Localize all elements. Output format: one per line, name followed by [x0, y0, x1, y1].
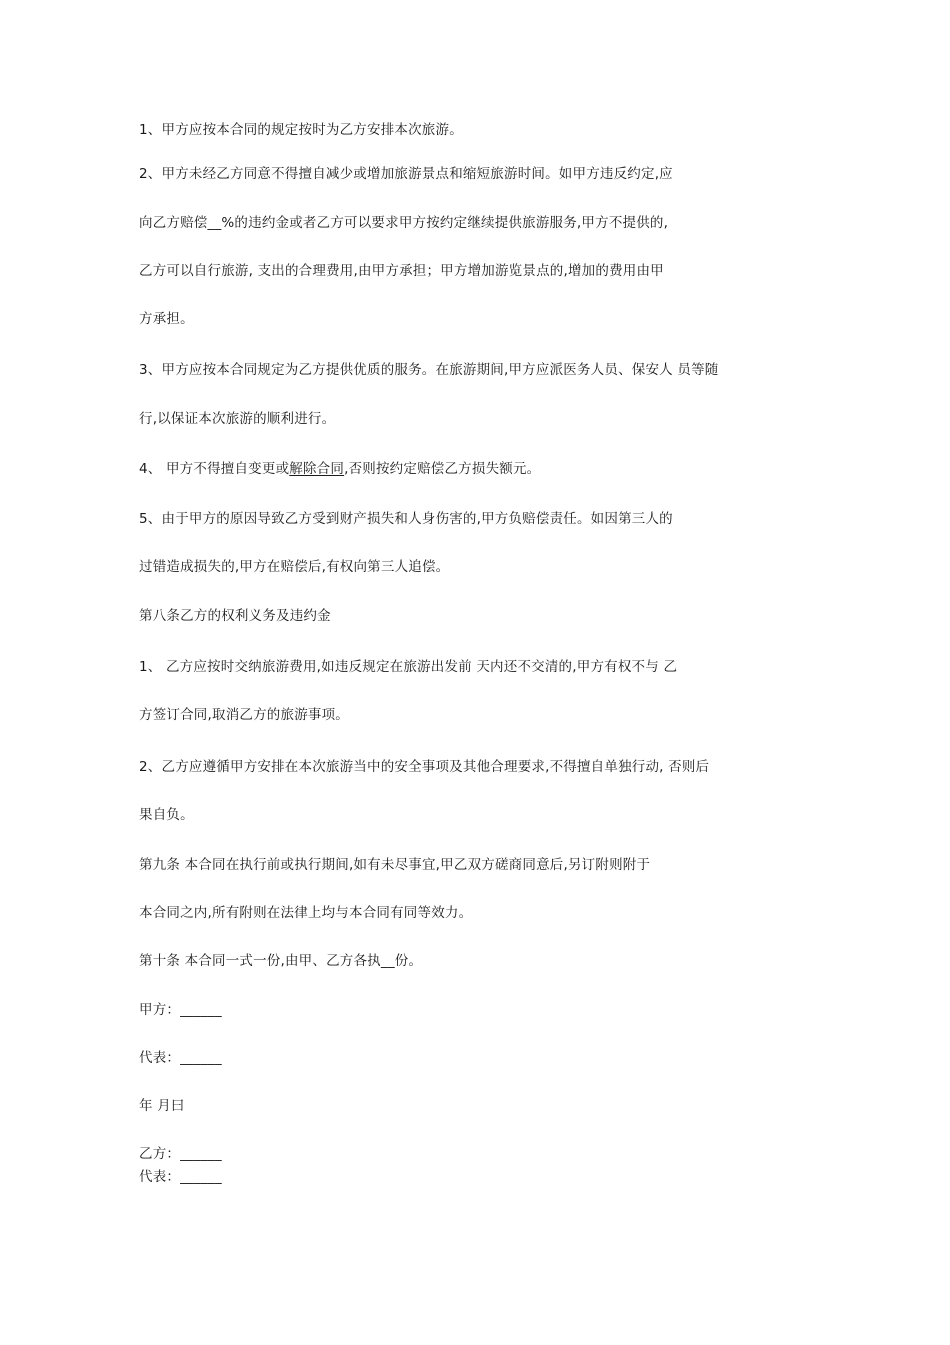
article-9-line-2: 本合同之内,所有附则在法律上均与本合同有同等效力。 [139, 905, 473, 921]
clause-8-1-line-2: 方签订合同,取消乙方的旅游事项。 [139, 707, 349, 723]
clause-7-5-line-2: 过错造成损失的,甲方在赔偿后,有权向第三人追偿。 [139, 559, 450, 575]
clause-7-1: 1、甲方应按本合同的规定按时为乙方安排本次旅游。 [139, 122, 463, 138]
clause-7-3-line-2: 行,以保证本次旅游的顺利进行。 [139, 411, 336, 427]
clause-7-2-line-2: 向乙方赔偿__%的违约金或者乙方可以要求甲方按约定继续提供旅游服务,甲方不提供的, [139, 215, 669, 231]
clause-8-1-line-1: 1、 乙方应按时交纳旅游费用,如违反规定在旅游出发前 天内还不交清的,甲方有权不与 乙 [139, 659, 678, 675]
clause-8-2-line-2: 果自负。 [139, 807, 194, 823]
clause-7-4-link[interactable]: 解除合同 [289, 461, 345, 477]
article-10: 第十条 本合同一式一份,由甲、乙方各执__份。 [139, 953, 423, 969]
article-8-heading: 第八条乙方的权利义务及违约金 [139, 608, 331, 624]
clause-8-2-line-1: 2、乙方应遵循甲方安排在本次旅游当中的安全事项及其他合理要求,不得擅自单独行动, 否则后 [139, 759, 710, 775]
clause-7-2-line-1: 2、甲方未经乙方同意不得擅自减少或增加旅游景点和缩短旅游时间。如甲方违反约定,应 [139, 166, 673, 182]
clause-7-5-line-1: 5、由于甲方的原因导致乙方受到财产损失和人身伤害的,甲方负赔偿责任。如因第三人的 [139, 511, 673, 527]
clause-7-3-line-1: 3、甲方应按本合同规定为乙方提供优质的服务。在旅游期间,甲方应派医务人员、保安人 员等随 [139, 362, 719, 378]
party-a-signature: 甲方：______ [139, 1002, 222, 1018]
clause-7-2-line-4: 方承担。 [139, 311, 194, 327]
clause-7-4-before: 4、 甲方不得擅自变更或 [139, 461, 290, 477]
party-b-signature: 乙方：______ [139, 1146, 222, 1162]
clause-7-4 [139, 460, 540, 478]
party-b-representative: 代表：______ [139, 1169, 222, 1185]
date-line: 年 月曰 [139, 1098, 185, 1114]
party-a-representative: 代表：______ [139, 1050, 222, 1066]
article-9-line-1: 第九条 本合同在执行前或执行期间,如有未尽事宜,甲乙双方磋商同意后,另订附则附于 [139, 857, 651, 873]
clause-7-2-line-3: 乙方可以自行旅游, 支出的合理费用,由甲方承担；甲方增加游览景点的,增加的费用由甲 [139, 263, 664, 279]
clause-7-4-after: ,否则按约定赔偿乙方损失额元。 [344, 461, 541, 477]
